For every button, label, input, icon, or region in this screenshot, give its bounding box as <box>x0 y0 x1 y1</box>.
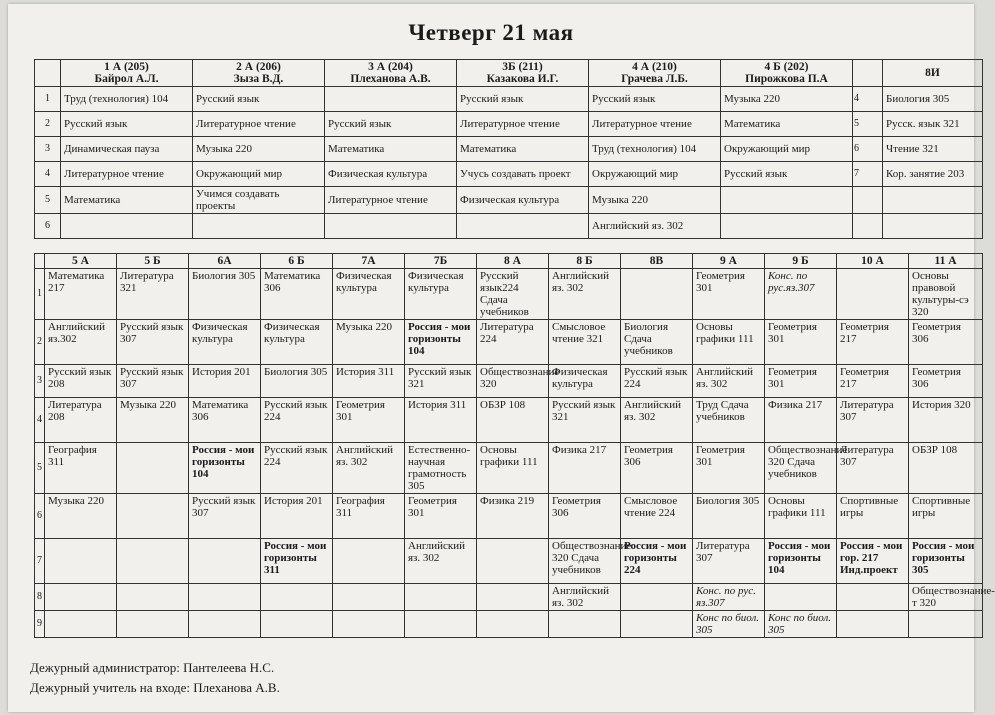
lesson-cell: История 311 <box>333 365 405 398</box>
lesson-row <box>35 320 983 365</box>
lesson-cell <box>837 269 909 320</box>
lesson-cell <box>457 214 589 239</box>
lesson-cell: Русский язык 224 <box>621 365 693 398</box>
lesson-cell <box>117 494 189 539</box>
lesson-cell: Физика 219 <box>477 494 549 539</box>
lesson-cell: Английский яз. 302 <box>693 365 765 398</box>
lesson-cell: Окружающий мир <box>589 162 721 187</box>
lesson-cell <box>325 214 457 239</box>
lesson-cell: Русский язык 321 <box>549 398 621 443</box>
lesson-row <box>35 269 983 320</box>
lesson-cell: Математика 306 <box>261 269 333 320</box>
lesson-cell: Геометрия 306 <box>909 365 983 398</box>
lesson-number: 9 <box>35 611 45 638</box>
lesson-number: 5 <box>35 443 45 494</box>
lesson-cell: Физическая культура <box>405 269 477 320</box>
lesson-number: 6 <box>35 214 61 239</box>
extra-class-header: 8И <box>883 60 983 87</box>
extra-lesson-number: 5 <box>853 112 883 137</box>
lesson-cell: Музыка 220 <box>721 87 853 112</box>
lesson-cell <box>333 539 405 584</box>
lesson-number: 6 <box>35 494 45 539</box>
lesson-cell: Литературное чтение <box>457 112 589 137</box>
lesson-cell: Математика 306 <box>189 398 261 443</box>
lesson-cell: Россия - мои горизонты 311 <box>261 539 333 584</box>
lesson-cell: Биология Сдача учебников <box>621 320 693 365</box>
lesson-cell: Основы графики 111 <box>765 494 837 539</box>
class-header: 4 Б (202) Пирожкова П.А <box>721 60 853 87</box>
lesson-cell <box>189 539 261 584</box>
lesson-cell: Динамическая пауза <box>61 137 193 162</box>
lesson-cell <box>261 584 333 611</box>
lesson-cell: Смысловое чтение 224 <box>621 494 693 539</box>
class-header: 9 А <box>693 254 765 269</box>
lesson-cell: Естественно-научная грамотность 305 <box>405 443 477 494</box>
lesson-cell: Конс по биол. 305 <box>765 611 837 638</box>
lesson-cell: Музыка 220 <box>117 398 189 443</box>
lesson-row <box>35 365 983 398</box>
lesson-cell: Английский яз. 302 <box>621 398 693 443</box>
lesson-cell <box>621 611 693 638</box>
lesson-cell <box>721 187 853 214</box>
lesson-cell: Математика <box>325 137 457 162</box>
extra-lesson-number: 4 <box>853 87 883 112</box>
lesson-cell: Геометрия 301 <box>693 443 765 494</box>
lesson-row <box>35 398 983 443</box>
lesson-cell: Россия - мои горизонты 224 <box>621 539 693 584</box>
lesson-number: 3 <box>35 137 61 162</box>
lesson-cell: Музыка 220 <box>333 320 405 365</box>
lesson-row <box>35 611 983 638</box>
lesson-cell <box>837 611 909 638</box>
lesson-cell: История 201 <box>261 494 333 539</box>
lesson-cell: Английский яз. 302 <box>549 269 621 320</box>
lesson-number: 4 <box>35 162 61 187</box>
lesson-cell: География 311 <box>45 443 117 494</box>
lesson-cell: Русский язык 307 <box>189 494 261 539</box>
lesson-cell: Русский язык <box>457 87 589 112</box>
lesson-cell <box>477 584 549 611</box>
lesson-cell <box>189 611 261 638</box>
lesson-cell: Литература 307 <box>693 539 765 584</box>
header-row <box>35 254 983 269</box>
extra-lesson-cell: Кор. занятие 203 <box>883 162 983 187</box>
lesson-cell: Конс. по рус.яз.307 <box>765 269 837 320</box>
lesson-cell: Английский яз. 302 <box>589 214 721 239</box>
lesson-cell <box>621 584 693 611</box>
lesson-cell: Биология 305 <box>693 494 765 539</box>
schedule-sheet <box>8 4 995 712</box>
lesson-number: 8 <box>35 584 45 611</box>
lesson-number: 4 <box>35 398 45 443</box>
lesson-cell: Обществознание 320 Сдача учебников <box>549 539 621 584</box>
lesson-cell <box>45 539 117 584</box>
lesson-cell: Музыка 220 <box>193 137 325 162</box>
class-header: 5 Б <box>117 254 189 269</box>
lesson-cell: Английский яз.302 <box>45 320 117 365</box>
lesson-row <box>35 162 983 187</box>
lesson-cell: Английский яз. 302 <box>405 539 477 584</box>
lesson-cell: ОБЗР 108 <box>477 398 549 443</box>
lesson-cell: Россия - мои горизонты 104 <box>189 443 261 494</box>
lesson-cell: Труд (технология) 104 <box>61 87 193 112</box>
lesson-cell: Русский язык <box>61 112 193 137</box>
class-header: 3 А (204) Плеханова А.В. <box>325 60 457 87</box>
lesson-row <box>35 187 983 214</box>
extra-lesson-cell: Биология 305 <box>883 87 983 112</box>
lesson-cell <box>909 611 983 638</box>
lesson-cell <box>721 214 853 239</box>
lesson-cell: Литературное чтение <box>61 162 193 187</box>
lesson-number: 2 <box>35 112 61 137</box>
lesson-cell <box>261 611 333 638</box>
lesson-cell: Литература 307 <box>837 398 909 443</box>
lesson-cell <box>117 611 189 638</box>
lesson-cell: Литература 208 <box>45 398 117 443</box>
lesson-cell <box>405 584 477 611</box>
lesson-cell: Геометрия 301 <box>765 320 837 365</box>
page-title: Четверг 21 мая <box>408 20 574 45</box>
lesson-cell <box>45 611 117 638</box>
lesson-row <box>35 539 983 584</box>
lesson-cell: Английский яз. 302 <box>549 584 621 611</box>
lesson-cell: Физическая культура <box>333 269 405 320</box>
class-header: 5 А <box>45 254 117 269</box>
class-header: 3Б (211) Казакова И.Г. <box>457 60 589 87</box>
lesson-cell: Обществознание 320 Сдача учебников <box>765 443 837 494</box>
lesson-cell <box>117 584 189 611</box>
class-header: 7Б <box>405 254 477 269</box>
lesson-cell: Литература 224 <box>477 320 549 365</box>
lesson-cell: Физика 217 <box>765 398 837 443</box>
extra-lesson-cell: Чтение 321 <box>883 137 983 162</box>
lesson-cell <box>325 87 457 112</box>
duty-admin: Дежурный администратор: Пантелеева Н.С. <box>30 660 275 675</box>
lesson-cell <box>477 539 549 584</box>
lesson-cell: Геометрия 306 <box>549 494 621 539</box>
lesson-cell <box>621 269 693 320</box>
lesson-cell: Русский язык 307 <box>117 365 189 398</box>
lesson-cell: Русский язык 224 <box>261 398 333 443</box>
lesson-cell <box>333 611 405 638</box>
class-header: 7А <box>333 254 405 269</box>
lesson-cell: Литературное чтение <box>325 187 457 214</box>
lesson-cell: Литературное чтение <box>589 112 721 137</box>
lesson-cell: Геометрия 217 <box>837 365 909 398</box>
lesson-cell <box>549 611 621 638</box>
class-header: 11 А <box>909 254 983 269</box>
lesson-cell: Математика <box>61 187 193 214</box>
lesson-cell: Русский язык <box>589 87 721 112</box>
lesson-cell: Математика <box>457 137 589 162</box>
lesson-cell: Геометрия 301 <box>333 398 405 443</box>
lesson-cell: Обществознание 320 <box>477 365 549 398</box>
lesson-cell: Геометрия 306 <box>909 320 983 365</box>
lesson-cell: Русский язык 208 <box>45 365 117 398</box>
lesson-cell: Физическая культура <box>261 320 333 365</box>
lesson-cell: Русский язык 307 <box>117 320 189 365</box>
lesson-row <box>35 137 983 162</box>
lesson-cell: Физическая культура <box>457 187 589 214</box>
lesson-cell: Русский язык <box>193 87 325 112</box>
lesson-cell <box>117 539 189 584</box>
lesson-cell: Россия - мои горизонты 104 <box>765 539 837 584</box>
lesson-cell: Геометрия 217 <box>837 320 909 365</box>
header-row <box>35 60 983 87</box>
lesson-cell: Основы графики 111 <box>477 443 549 494</box>
lesson-cell: Спортивные игры <box>837 494 909 539</box>
extra-lesson-cell <box>883 187 983 214</box>
lesson-cell: Музыка 220 <box>45 494 117 539</box>
lesson-cell: Физическая культура <box>549 365 621 398</box>
extra-lesson-number <box>853 214 883 239</box>
lesson-cell: Музыка 220 <box>589 187 721 214</box>
lesson-cell: Конс по биол. 305 <box>693 611 765 638</box>
lesson-cell: Биология 305 <box>189 269 261 320</box>
class-header: 8 Б <box>549 254 621 269</box>
lesson-cell <box>61 214 193 239</box>
extra-blank-header <box>853 60 883 87</box>
lesson-cell: Русский язык 321 <box>405 365 477 398</box>
lesson-row <box>35 87 983 112</box>
lesson-cell: Россия - мои горизонты 305 <box>909 539 983 584</box>
extra-lesson-number <box>853 187 883 214</box>
corner-cell <box>35 254 45 269</box>
lesson-cell: Труд Сдача учебников <box>693 398 765 443</box>
class-header: 10 А <box>837 254 909 269</box>
extra-lesson-number: 7 <box>853 162 883 187</box>
lesson-cell: История 311 <box>405 398 477 443</box>
lesson-cell: Английский яз. 302 <box>333 443 405 494</box>
duty-teacher: Дежурный учитель на входе: Плеханова А.В. <box>30 680 280 695</box>
class-header: 8В <box>621 254 693 269</box>
lesson-cell: Основы графики 111 <box>693 320 765 365</box>
lesson-cell: Россия - мои горизонты 104 <box>405 320 477 365</box>
lesson-number: 1 <box>35 269 45 320</box>
lesson-cell: Учимся создавать проекты <box>193 187 325 214</box>
lesson-cell: География 311 <box>333 494 405 539</box>
lesson-cell: Русский язык 224 <box>261 443 333 494</box>
lesson-number: 1 <box>35 87 61 112</box>
lesson-row <box>35 443 983 494</box>
lesson-cell: Физика 217 <box>549 443 621 494</box>
class-header: 8 А <box>477 254 549 269</box>
class-header: 6А <box>189 254 261 269</box>
lesson-cell: Литература 307 <box>837 443 909 494</box>
lesson-cell: Математика <box>721 112 853 137</box>
lesson-cell: Физическая культура <box>189 320 261 365</box>
lesson-cell: Биология 305 <box>261 365 333 398</box>
lesson-cell: Конс. по рус. яз.307 <box>693 584 765 611</box>
lesson-cell <box>837 584 909 611</box>
lesson-cell <box>189 584 261 611</box>
lesson-number: 3 <box>35 365 45 398</box>
lesson-cell: Литературное чтение <box>193 112 325 137</box>
lesson-cell: История 320 <box>909 398 983 443</box>
lesson-cell <box>765 584 837 611</box>
lesson-cell: Геометрия 301 <box>765 365 837 398</box>
lesson-cell: Россия - мои гор. 217 Инд.проект <box>837 539 909 584</box>
lesson-cell: Смысловое чтение 321 <box>549 320 621 365</box>
lesson-cell: Спортивные игры <box>909 494 983 539</box>
lesson-cell: Окружающий мир <box>721 137 853 162</box>
lesson-number: 7 <box>35 539 45 584</box>
primary-schedule-table <box>34 59 983 239</box>
class-header: 1 А (205) Байрол А.Л. <box>61 60 193 87</box>
lesson-cell: Русский язык <box>721 162 853 187</box>
lesson-cell: Окружающий мир <box>193 162 325 187</box>
lesson-row <box>35 112 983 137</box>
lesson-row <box>35 214 983 239</box>
lesson-row <box>35 584 983 611</box>
lesson-cell <box>405 611 477 638</box>
lesson-number: 5 <box>35 187 61 214</box>
lesson-cell <box>333 584 405 611</box>
extra-lesson-number: 6 <box>853 137 883 162</box>
lesson-cell: ОБЗР 108 <box>909 443 983 494</box>
lesson-cell: Геометрия 301 <box>405 494 477 539</box>
lesson-cell: Геометрия 301 <box>693 269 765 320</box>
lesson-cell: Математика 217 <box>45 269 117 320</box>
lesson-number: 2 <box>35 320 45 365</box>
lesson-cell <box>117 443 189 494</box>
lesson-cell: Русский язык <box>325 112 457 137</box>
lesson-cell: Учусь создавать проект <box>457 162 589 187</box>
corner-cell <box>35 60 61 87</box>
secondary-schedule-table <box>34 253 995 638</box>
class-header: 2 А (206) Зыза В.Д. <box>193 60 325 87</box>
class-header: 4 А (210) Грачева Л.Б. <box>589 60 721 87</box>
lesson-cell: Основы правовой культуры-сэ 320 <box>909 269 983 320</box>
lesson-row <box>35 494 983 539</box>
extra-lesson-cell: Русск. язык 321 <box>883 112 983 137</box>
lesson-cell: Физическая культура <box>325 162 457 187</box>
lesson-cell <box>477 611 549 638</box>
lesson-cell: Геометрия 306 <box>621 443 693 494</box>
lesson-cell <box>45 584 117 611</box>
class-header: 6 Б <box>261 254 333 269</box>
lesson-cell: Русский язык224 Сдача учебников <box>477 269 549 320</box>
extra-lesson-cell <box>883 214 983 239</box>
lesson-cell: Труд (технология) 104 <box>589 137 721 162</box>
lesson-cell <box>193 214 325 239</box>
lesson-cell: Литература 321 <box>117 269 189 320</box>
lesson-cell: Обществознание-т 320 <box>909 584 983 611</box>
lesson-cell: История 201 <box>189 365 261 398</box>
class-header: 9 Б <box>765 254 837 269</box>
